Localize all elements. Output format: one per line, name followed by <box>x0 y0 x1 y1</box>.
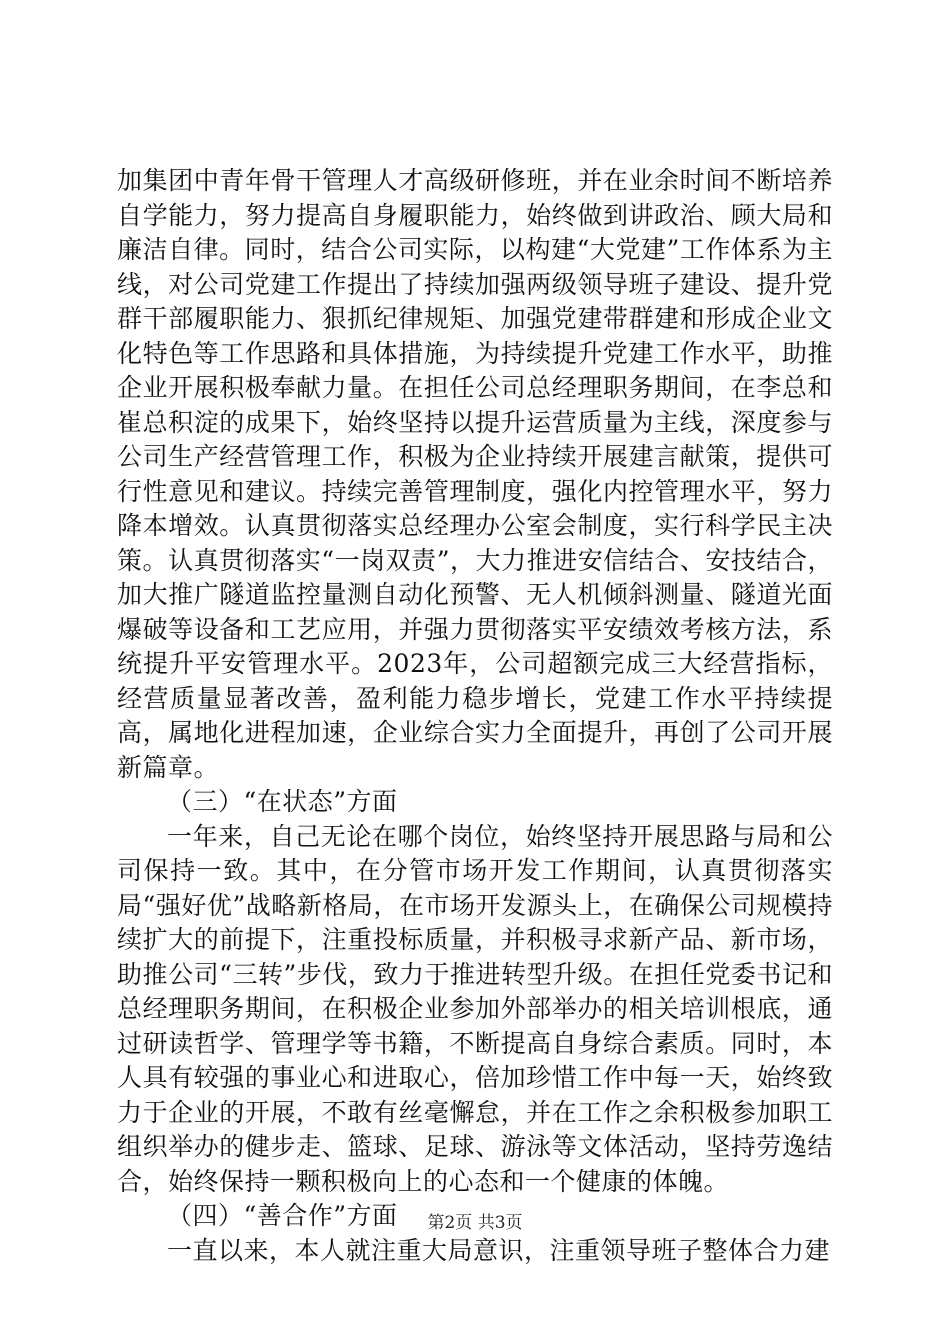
document-body <box>117 164 833 1268</box>
page-footer: 第2页 共3页 <box>427 1213 523 1233</box>
section-heading-4: （四）“善合作”方面 <box>167 1201 398 1230</box>
paragraph-continuation: 加集团中青年骨干管理人才高级研修班，并在业余时间不断培养自学能力，努力提高自身履职能力，始终做到讲政治、顾大局和廉洁自律。同时，结合公司实际，以构建“大党建”工作体系为主线，对公司党建工作提出了持续加强两级领导班子建设、提升党群干部履职能力、狠抓纪律规矩、加强党建带群建和形成企业文化特色等工作思路和具体措施，为持续提升党建工作水平，助推企业开展积极奉献力量。在担任公司总经理职务期间，在李总和崔总积淀的成果下，始终坚持以提升运营质量为主线，深度参与公司生产经营管理工作，积极为企业持续开展建言献策，提供可行性意见和建议。持续完善管理制度，强化内控管理水平，努力降本增效。认真贯彻落实总经理办公室会制度，实行科学民主决策。认真贯彻落实“一岗双责”，大力推进安信结合、安技结合，加大推广隧道监控量测自动化预警、无人机倾斜测量、隧道光面爆破等设备和工艺应用，并强力贯彻落实平安绩效考核方法，系统提升平安管理水平。2023年，公司超额完成三大经营指标，经营质量显著改善，盈利能力稳步增长，党建工作水平持续提高，属地化进程加速，企业综合实力全面提升，再创了公司开展新篇章。 <box>117 166 833 782</box>
section-heading-3: （三）“在状态”方面 <box>167 787 398 816</box>
paragraph-section-4: 一直以来，本人就注重大局意识，注重领导班子整体合力建 <box>167 1235 831 1265</box>
paragraph-section-3: 一年来，自己无论在哪个岗位，始终坚持开展思路与局和公司保持一致。其中，在分管市场开发工作期间，认真贯彻落实局“强好优”战略新格局，在市场开发源头上，在确保公司规模持续扩大的前提下，注重投标质量，并积极寻求新产品、新市场，助推公司“三转”步伐，致力于推进转型升级。在担任党委书记和总经理职务期间，在积极企业参加外部举办的相关培训根底，通过研读哲学、管理学等书籍，不断提高自身综合素质。同时，本人具有较强的事业心和进取心，倍加珍惜工作中每一天，始终致力于企业的开展，不敢有丝毫懈怠，并在工作之余积极参加职工组织举办的健步走、篮球、足球、游泳等文体活动，坚持劳逸结合，始终保持一颗积极向上的心态和一个健康的体魄。 <box>117 821 833 1196</box>
